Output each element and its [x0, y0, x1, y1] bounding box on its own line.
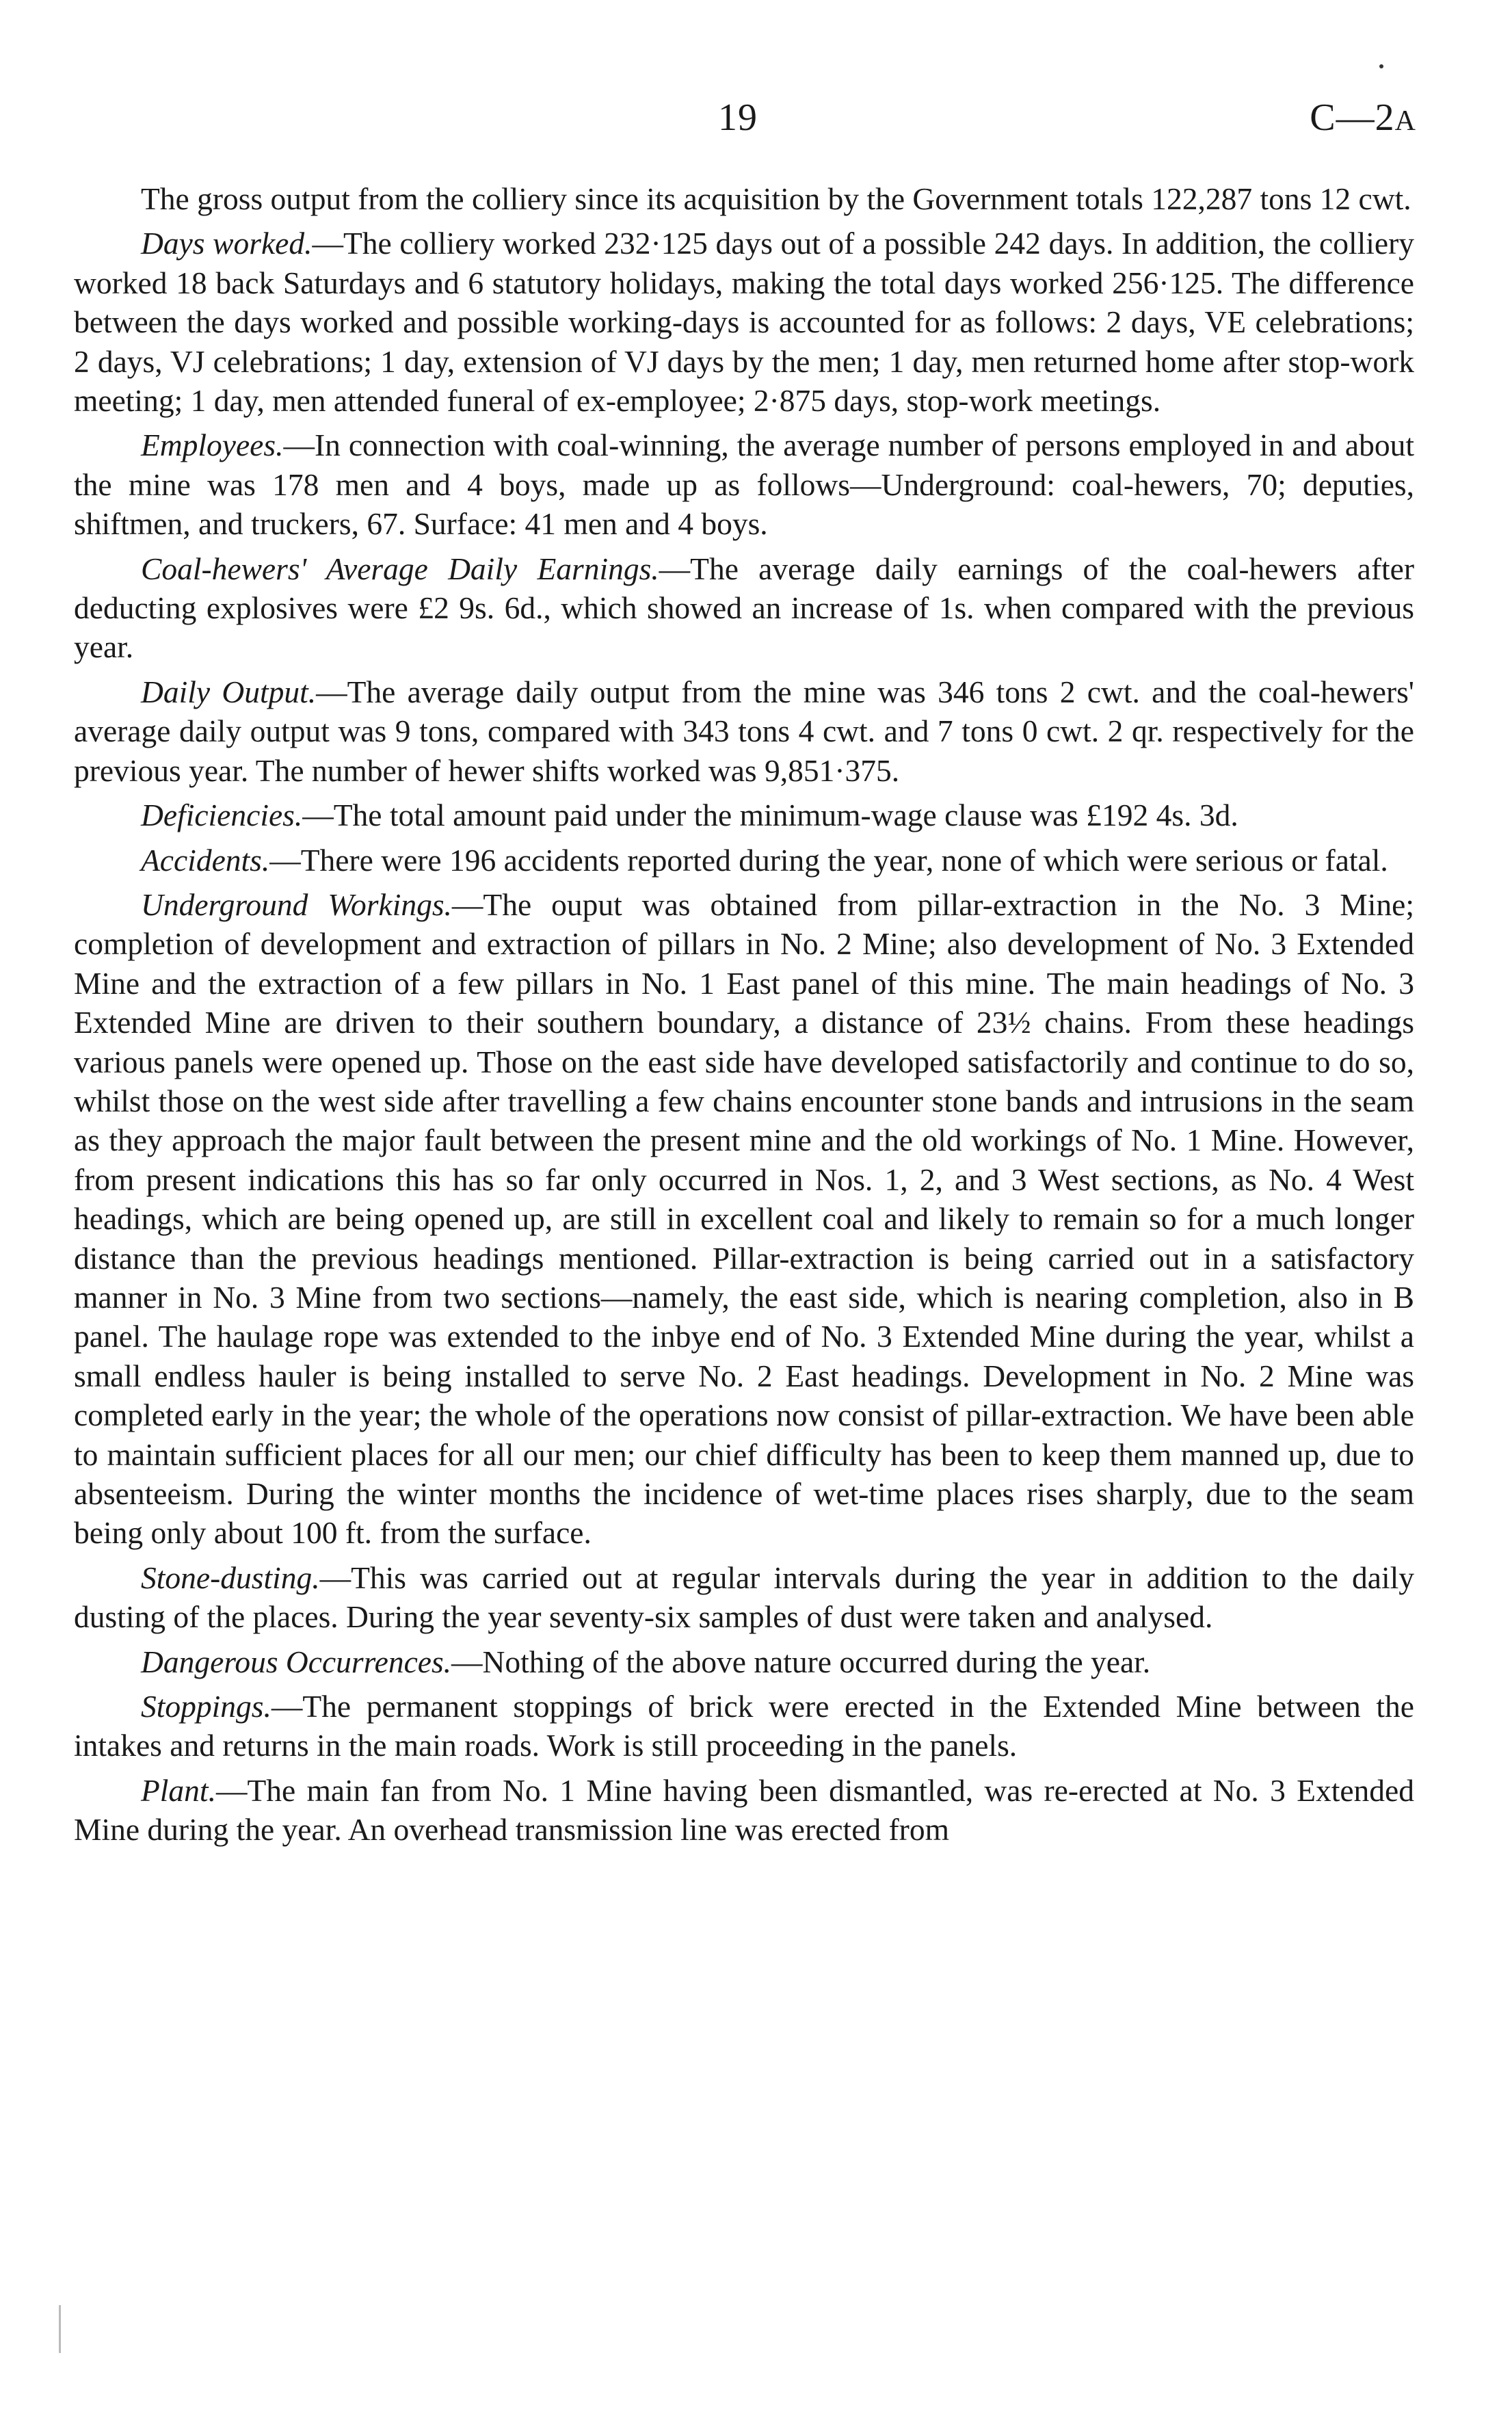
paragraph-daily-earnings: [74, 549, 1414, 667]
paragraph-text: —This was carried out at regular intervals during the year in addition to the daily dusting of the places. During the year seventy-six samples of dust were taken and analysed.: [74, 1560, 1414, 1635]
paragraph-heading: Dangerous Occurrences.: [141, 1644, 452, 1679]
report-body: [74, 179, 1414, 1855]
printer-mark: [1379, 64, 1383, 68]
paragraph-text: —There were 196 accidents reported during the year, none of which were serious or fatal.: [269, 842, 1388, 878]
paragraph-employees: [74, 425, 1414, 543]
paragraph-text: —The main fan from No. 1 Mine having been dismantled, was re-erected at No. 3 Extended Mine during the year. An overhead transmission line was erected from: [74, 1772, 1414, 1848]
paragraph-heading: Deficiencies.: [141, 798, 303, 833]
paragraph-accidents: [74, 841, 1414, 880]
paragraph-text: The gross output from the colliery since its acquisition by the Government totals 122,287 tons 12 cwt.: [141, 181, 1411, 216]
paragraph-heading: Daily Output.: [141, 674, 317, 709]
page-header: [0, 89, 1512, 144]
paragraph-dangerous-occurrences: [74, 1642, 1414, 1681]
paragraph-text: —Nothing of the above nature occurred during the year.: [451, 1644, 1151, 1679]
paragraph-stone-dusting: [74, 1558, 1414, 1637]
paragraph-underground-workings: [74, 885, 1414, 1553]
paragraph-text: —The permanent stoppings of brick were erected in the Extended Mine between the intakes and returns in the main roads. Work is still proceeding in the panels.: [74, 1689, 1414, 1763]
paragraph-daily-output: [74, 672, 1414, 790]
paragraph-text: —In connection with coal-winning, the average number of persons employed in and about the mine was 178 men and 4 boys, made up as follows—Underground: coal-hewers, 70; deputies, shiftmen, and truckers, 67. Surface: 41 men and 4 boys.: [74, 428, 1414, 542]
margin-mark: [59, 2305, 61, 2353]
paragraph-text: —The ouput was obtained from pillar-extraction in the No. 3 Mine; completion of development and extraction of pillars in No. 2 Mine; also development of No. 3 Extended Mine and the extraction of a few pillars in No. 1 East panel of this mine. The main headings of No. 3 Extended Mine are driven to their southern boundary, a distance of 23½ chains. From these headings various panels were opened up. Those on the east side have developed satisfactorily and continue to do so, whilst those on the west side after travelling a few chains encounter stone bands and intrusions in the seam as they approach the major fault between the present mine and the old workings of No. 1 Mine. However, from present indications this has so far only occurred in Nos. 1, 2, and 3 West sections, as No. 4 West headings, which are being opened up, are still in excellent coal and likely to remain so for a much longer distance than the previous headings mentioned. Pillar-extraction is being carried out in a satisfactory manner in No. 3 Mine from two sections—namely, the east side, which is nearing completion, also in B panel. The haulage rope was extended to the inbye end of No. 3 Extended Mine during the year, whilst a small endless hauler is being installed to serve No. 2 East headings. Development in No. 2 Mine was completed early in the year; the whole of the operations now consist of pillar-extraction. We have been able to maintain sufficient places for all our men; our chief difficulty has been to keep them manned up, due to absenteeism. During the winter months the incidence of wet-time places rises sharply, due to the seam being only about 100 ft. from the surface.: [74, 886, 1414, 1551]
document-reference-main: C—2: [1310, 96, 1395, 139]
paragraph-heading: Plant.: [141, 1772, 216, 1808]
paragraph-stoppings: [74, 1687, 1414, 1765]
paragraph-gross-output: [74, 179, 1414, 218]
paragraph-heading: Stoppings.: [141, 1689, 271, 1724]
paragraph-days-worked: [74, 224, 1414, 420]
paragraph-text: —The colliery worked 232·125 days out of a possible 242 days. In addition, the colliery worked 18 back Saturdays and 6 statutory holidays, making the total days worked 256·125. The difference between the days worked and possible working-days is accounted for as follows: 2 days, VE celebrations; 2 days, VJ celebrations; 1 day, extension of VJ days by the men; 1 day, men returned home after stop-work meeting; 1 day, men attended funeral of ex-employee; 2·875 days, stop-work meetings.: [74, 226, 1414, 419]
document-reference: [1310, 96, 1416, 140]
paragraph-plant: [74, 1771, 1414, 1850]
paragraph-heading: Underground Workings.: [141, 886, 452, 922]
paragraph-text: —The average daily earnings of the coal-hewers after deducting explosives were £2 9s. 6d., which showed an increase of 1s. when compared with the previous year.: [74, 551, 1414, 665]
document-reference-suffix: A: [1394, 105, 1416, 137]
paragraph-heading: Employees.: [141, 428, 284, 463]
paragraph-heading: Coal-hewers' Average Daily Earnings.: [141, 551, 659, 586]
page-number: 19: [718, 96, 758, 139]
paragraph-deficiencies: [74, 796, 1414, 835]
paragraph-heading: Stone-dusting.: [141, 1560, 320, 1595]
paragraph-text: —The average daily output from the mine was 346 tons 2 cwt. and the coal-hewers' average daily output was 9 tons, compared with 343 tons 4 cwt. and 7 tons 0 cwt. 2 qr. respectively for the previous year. The number of hewer shifts worked was 9,851·375.: [74, 674, 1414, 788]
paragraph-heading: Accidents.: [141, 842, 270, 878]
paragraph-text: —The total amount paid under the minimum-wage clause was £192 4s. 3d.: [302, 798, 1238, 833]
paragraph-heading: Days worked.: [141, 226, 313, 261]
